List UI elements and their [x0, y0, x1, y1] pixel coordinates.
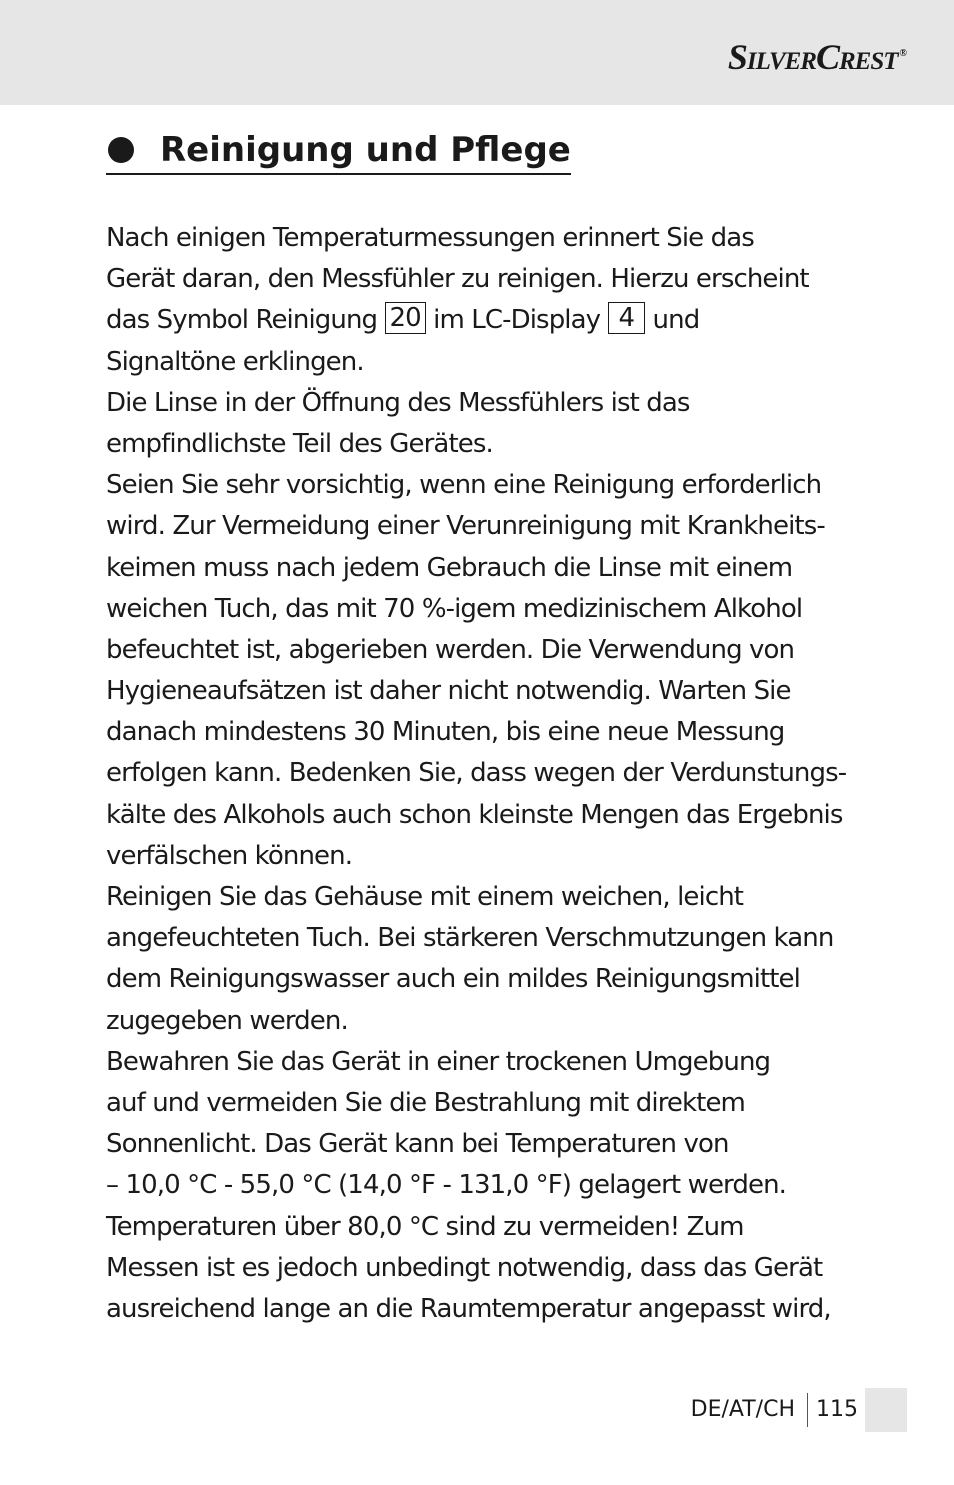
thumb-tab [865, 1388, 907, 1432]
trademark-symbol: ® [899, 48, 906, 59]
text-line: ausreichend lange an die Raumtemperatur angepasst wird, [106, 1293, 831, 1324]
brand-logo [728, 36, 906, 78]
text-line: Sonnenlicht. Das Gerät kann bei Temperaturen von [106, 1129, 729, 1160]
bullet-icon [108, 137, 134, 163]
text-line: verfälschen können. [106, 840, 353, 871]
page-footer [691, 1393, 858, 1427]
text-line: keimen muss nach jedem Gebrauch die Linse mit einem [106, 552, 793, 583]
page-number: 115 [816, 1397, 858, 1422]
text-line: Bewahren Sie das Gerät in einer trockenen Umgebung [106, 1046, 771, 1077]
text-line: Seien Sie sehr vorsichtig, wenn eine Reinigung erforderlich [106, 470, 822, 501]
text-line: – 10,0 °C - 55,0 °C (14,0 °F - 131,0 °F) gelagert werden. [106, 1170, 787, 1201]
text-line: Reinigen Sie das Gehäuse mit einem weichen, leicht [106, 882, 744, 912]
text-line: das Symbol Reinigung 20 im LC-Display 4 und [106, 303, 700, 336]
text-line: Signaltöne erklingen. [106, 346, 364, 377]
text-line: angefeuchteten Tuch. Bei stärkeren Verschmutzungen kann [106, 923, 834, 954]
text-line: Hygieneaufsätzen ist daher nicht notwendig. Warten Sie [106, 676, 791, 707]
text-line: zugegeben werden. [106, 1005, 348, 1036]
text-line: weichen Tuch, das mit 70 %-igem medizinischem Alkohol [106, 593, 803, 624]
text-line: erfolgen kann. Bedenken Sie, dass wegen der Verdunstungs- [106, 758, 847, 789]
text-line: empfindlichste Teil des Gerätes. [106, 428, 493, 459]
reference-number: 4 [608, 302, 646, 334]
reference-number: 20 [385, 302, 426, 334]
body-text [106, 218, 866, 1330]
text-line: wird. Zur Vermeidung einer Verunreinigung mit Krankheits- [106, 511, 825, 542]
text-line: Temperaturen über 80,0 °C sind zu vermeiden! Zum [106, 1211, 744, 1242]
text-line: Gerät daran, den Messfühler zu reinigen. Hierzu erscheint [106, 264, 809, 295]
section-heading [106, 130, 571, 175]
text-line: danach mindestens 30 Minuten, bis eine neue Messung [106, 717, 785, 748]
text-line: Die Linse in der Öffnung des Messfühlers ist das [106, 387, 690, 418]
brand-name: SilverCrest [727, 37, 898, 77]
text-line: auf und vermeiden Sie die Bestrahlung mit direktem [106, 1087, 745, 1118]
language-label: DE/AT/CH [691, 1393, 808, 1427]
text-line: Messen ist es jedoch unbedingt notwendig, dass das Gerät [106, 1252, 823, 1283]
section-title: Reinigung und Pflege [160, 130, 571, 170]
text-line: Nach einigen Temperaturmessungen erinnert Sie das [106, 223, 754, 253]
text-line: befeuchtet ist, abgerieben werden. Die Verwendung von [106, 634, 795, 665]
text-line: kälte des Alkohols auch schon kleinste Mengen das Ergebnis [106, 799, 843, 830]
text-line: dem Reinigungswasser auch ein mildes Reinigungsmittel [106, 964, 800, 995]
